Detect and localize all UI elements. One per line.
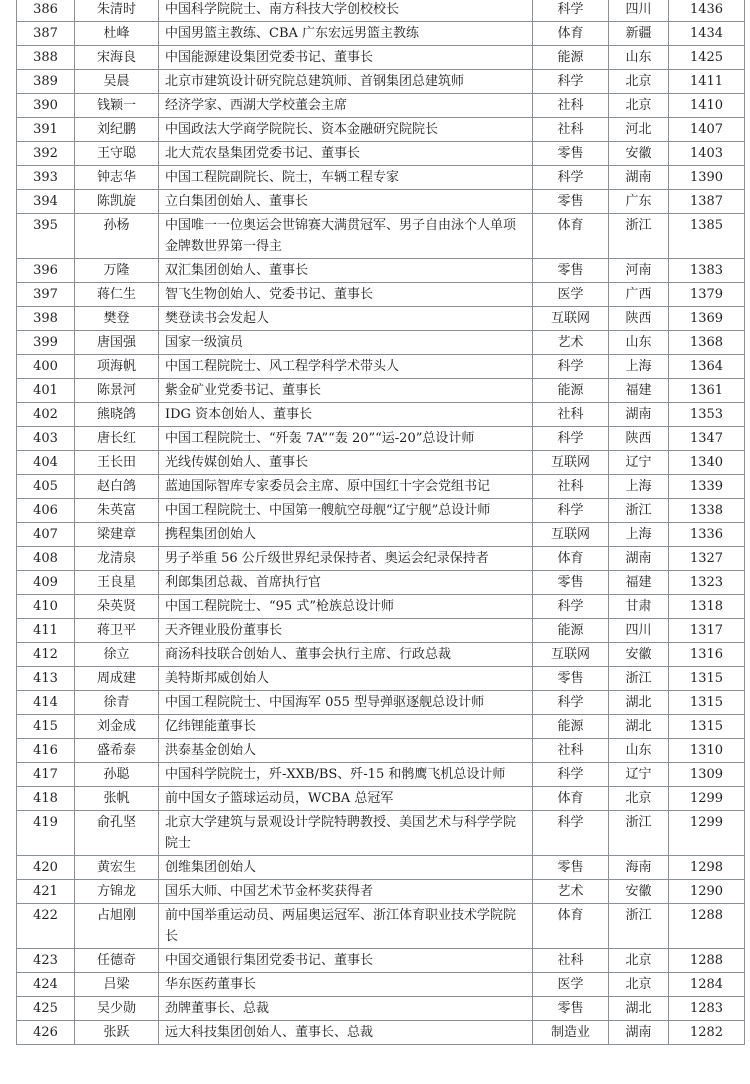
rank-cell: 396: [17, 259, 75, 283]
table-row: [17, 1021, 745, 1045]
table-row: [17, 880, 745, 904]
province-cell: 浙江: [609, 667, 669, 691]
title-cell: 洪泰基金创始人: [159, 739, 533, 763]
rank-cell: 392: [17, 142, 75, 166]
wealth-cell: 1361: [669, 379, 745, 403]
title-cell: 立白集团创始人、董事长: [159, 190, 533, 214]
table-row: [17, 94, 745, 118]
industry-cell: 艺术: [533, 880, 609, 904]
title-cell: 劲牌董事长、总裁: [159, 997, 533, 1021]
wealth-cell: 1434: [669, 22, 745, 46]
title-cell: 中国能源建设集团党委书记、董事长: [159, 46, 533, 70]
table-row: [17, 403, 745, 427]
province-cell: 辽宁: [609, 763, 669, 787]
rank-cell: 420: [17, 856, 75, 880]
ranking-table: [16, 0, 745, 1045]
wealth-cell: 1364: [669, 355, 745, 379]
title-cell: 携程集团创始人: [159, 523, 533, 547]
province-cell: 北京: [609, 787, 669, 811]
industry-cell: 科学: [533, 0, 609, 22]
province-cell: 山东: [609, 46, 669, 70]
province-cell: 海南: [609, 856, 669, 880]
wealth-cell: 1299: [669, 811, 745, 856]
title-cell: 经济学家、西湖大学校董会主席: [159, 94, 533, 118]
industry-cell: 社科: [533, 118, 609, 142]
name-cell: 吕梁: [75, 973, 159, 997]
table-row: [17, 715, 745, 739]
name-cell: 龙清泉: [75, 547, 159, 571]
industry-cell: 科学: [533, 70, 609, 94]
table-row: [17, 643, 745, 667]
industry-cell: 体育: [533, 547, 609, 571]
title-cell: 中国工程院院士、“95 式”枪族总设计师: [159, 595, 533, 619]
name-cell: 吴少勋: [75, 997, 159, 1021]
rank-cell: 421: [17, 880, 75, 904]
name-cell: 唐长红: [75, 427, 159, 451]
rank-cell: 403: [17, 427, 75, 451]
table-row: [17, 142, 745, 166]
province-cell: 浙江: [609, 811, 669, 856]
title-cell: 前中国举重运动员、两届奥运冠军、浙江体育职业技术学院院长: [159, 904, 533, 949]
rank-cell: 394: [17, 190, 75, 214]
wealth-cell: 1288: [669, 904, 745, 949]
province-cell: 甘肃: [609, 595, 669, 619]
title-cell: 远大科技集团创始人、董事长、总裁: [159, 1021, 533, 1045]
table-row: [17, 0, 745, 22]
industry-cell: 能源: [533, 379, 609, 403]
title-cell: 中国工程院院士、中国海军 055 型导弹驱逐舰总设计师: [159, 691, 533, 715]
wealth-cell: 1338: [669, 499, 745, 523]
title-cell: 前中国女子篮球运动员，WCBA 总冠军: [159, 787, 533, 811]
wealth-cell: 1323: [669, 571, 745, 595]
province-cell: 四川: [609, 619, 669, 643]
province-cell: 湖南: [609, 547, 669, 571]
name-cell: 陈凯旋: [75, 190, 159, 214]
wealth-cell: 1403: [669, 142, 745, 166]
table-row: [17, 619, 745, 643]
name-cell: 张帆: [75, 787, 159, 811]
name-cell: 王良星: [75, 571, 159, 595]
industry-cell: 科学: [533, 499, 609, 523]
table-row: [17, 787, 745, 811]
name-cell: 朱清时: [75, 0, 159, 22]
name-cell: 万隆: [75, 259, 159, 283]
table-row: [17, 763, 745, 787]
table-row: [17, 118, 745, 142]
industry-cell: 科学: [533, 166, 609, 190]
table-row: [17, 46, 745, 70]
name-cell: 唐国强: [75, 331, 159, 355]
name-cell: 徐青: [75, 691, 159, 715]
industry-cell: 零售: [533, 259, 609, 283]
name-cell: 张跃: [75, 1021, 159, 1045]
rank-cell: 405: [17, 475, 75, 499]
province-cell: 山东: [609, 331, 669, 355]
name-cell: 陈景河: [75, 379, 159, 403]
rank-cell: 418: [17, 787, 75, 811]
name-cell: 赵白鸽: [75, 475, 159, 499]
name-cell: 钱颖一: [75, 94, 159, 118]
table-row: [17, 667, 745, 691]
name-cell: 樊登: [75, 307, 159, 331]
table-row: [17, 973, 745, 997]
industry-cell: 互联网: [533, 451, 609, 475]
province-cell: 湖北: [609, 715, 669, 739]
province-cell: 北京: [609, 973, 669, 997]
industry-cell: 科学: [533, 691, 609, 715]
wealth-cell: 1298: [669, 856, 745, 880]
rank-cell: 404: [17, 451, 75, 475]
rank-cell: 426: [17, 1021, 75, 1045]
table-row: [17, 949, 745, 973]
table-row: [17, 70, 745, 94]
province-cell: 湖南: [609, 166, 669, 190]
wealth-cell: 1283: [669, 997, 745, 1021]
title-cell: 亿纬锂能董事长: [159, 715, 533, 739]
province-cell: 新疆: [609, 22, 669, 46]
industry-cell: 能源: [533, 619, 609, 643]
name-cell: 刘纪鹏: [75, 118, 159, 142]
title-cell: 天齐锂业股份董事长: [159, 619, 533, 643]
industry-cell: 体育: [533, 214, 609, 259]
title-cell: 国家一级演员: [159, 331, 533, 355]
name-cell: 钟志华: [75, 166, 159, 190]
name-cell: 朵英贤: [75, 595, 159, 619]
rank-cell: 397: [17, 283, 75, 307]
table-row: [17, 571, 745, 595]
province-cell: 福建: [609, 379, 669, 403]
industry-cell: 互联网: [533, 307, 609, 331]
rank-cell: 390: [17, 94, 75, 118]
wealth-cell: 1385: [669, 214, 745, 259]
province-cell: 上海: [609, 475, 669, 499]
wealth-cell: 1339: [669, 475, 745, 499]
title-cell: 蓝迪国际智库专家委员会主席、原中国红十字会党组书记: [159, 475, 533, 499]
province-cell: 北京: [609, 949, 669, 973]
table-row: [17, 427, 745, 451]
title-cell: 北京市建筑设计研究院总建筑师、首钢集团总建筑师: [159, 70, 533, 94]
name-cell: 任德奇: [75, 949, 159, 973]
wealth-cell: 1290: [669, 880, 745, 904]
province-cell: 上海: [609, 355, 669, 379]
industry-cell: 科学: [533, 763, 609, 787]
wealth-cell: 1347: [669, 427, 745, 451]
table-row: [17, 475, 745, 499]
wealth-cell: 1288: [669, 949, 745, 973]
table-row: [17, 739, 745, 763]
name-cell: 王守聪: [75, 142, 159, 166]
wealth-cell: 1316: [669, 643, 745, 667]
province-cell: 河北: [609, 118, 669, 142]
province-cell: 浙江: [609, 904, 669, 949]
industry-cell: 社科: [533, 475, 609, 499]
table-row: [17, 379, 745, 403]
name-cell: 梁建章: [75, 523, 159, 547]
title-cell: 北京大学建筑与景观设计学院特聘教授、美国艺术与科学学院院士: [159, 811, 533, 856]
name-cell: 杜峰: [75, 22, 159, 46]
industry-cell: 零售: [533, 142, 609, 166]
rank-cell: 425: [17, 997, 75, 1021]
title-cell: 紫金矿业党委书记、董事长: [159, 379, 533, 403]
table-row: [17, 856, 745, 880]
rank-cell: 406: [17, 499, 75, 523]
industry-cell: 科学: [533, 811, 609, 856]
industry-cell: 科学: [533, 595, 609, 619]
province-cell: 北京: [609, 70, 669, 94]
rank-cell: 388: [17, 46, 75, 70]
title-cell: 北大荒农垦集团党委书记、董事长: [159, 142, 533, 166]
name-cell: 刘金成: [75, 715, 159, 739]
title-cell: 中国科学院院士，歼-XXB/BS、歼-15 和鹘鹰飞机总设计师: [159, 763, 533, 787]
industry-cell: 互联网: [533, 523, 609, 547]
name-cell: 吴晨: [75, 70, 159, 94]
title-cell: 中国交通银行集团党委书记、董事长: [159, 949, 533, 973]
ranking-table-body: [17, 0, 745, 1045]
wealth-cell: 1425: [669, 46, 745, 70]
province-cell: 四川: [609, 0, 669, 22]
province-cell: 湖南: [609, 403, 669, 427]
title-cell: 中国科学院院士、南方科技大学创校校长: [159, 0, 533, 22]
rank-cell: 410: [17, 595, 75, 619]
rank-cell: 400: [17, 355, 75, 379]
name-cell: 俞孔坚: [75, 811, 159, 856]
name-cell: 项海帆: [75, 355, 159, 379]
title-cell: 中国男篮主教练、CBA 广东宏远男篮主教练: [159, 22, 533, 46]
wealth-cell: 1410: [669, 94, 745, 118]
industry-cell: 体育: [533, 787, 609, 811]
title-cell: 华东医药董事长: [159, 973, 533, 997]
wealth-cell: 1340: [669, 451, 745, 475]
industry-cell: 科学: [533, 355, 609, 379]
name-cell: 蒋卫平: [75, 619, 159, 643]
industry-cell: 零售: [533, 997, 609, 1021]
rank-cell: 411: [17, 619, 75, 643]
wealth-cell: 1315: [669, 715, 745, 739]
name-cell: 占旭刚: [75, 904, 159, 949]
table-row: [17, 547, 745, 571]
province-cell: 浙江: [609, 214, 669, 259]
rank-cell: 424: [17, 973, 75, 997]
name-cell: 熊晓鸽: [75, 403, 159, 427]
industry-cell: 能源: [533, 46, 609, 70]
wealth-cell: 1383: [669, 259, 745, 283]
industry-cell: 零售: [533, 856, 609, 880]
wealth-cell: 1411: [669, 70, 745, 94]
rank-cell: 398: [17, 307, 75, 331]
rank-cell: 391: [17, 118, 75, 142]
rank-cell: 401: [17, 379, 75, 403]
rank-cell: 414: [17, 691, 75, 715]
wealth-cell: 1327: [669, 547, 745, 571]
wealth-cell: 1387: [669, 190, 745, 214]
title-cell: 美特斯邦威创始人: [159, 667, 533, 691]
province-cell: 湖北: [609, 997, 669, 1021]
wealth-cell: 1315: [669, 667, 745, 691]
rank-cell: 387: [17, 22, 75, 46]
industry-cell: 社科: [533, 94, 609, 118]
name-cell: 宋海良: [75, 46, 159, 70]
table-row: [17, 523, 745, 547]
table-row: [17, 331, 745, 355]
province-cell: 陕西: [609, 427, 669, 451]
table-row: [17, 166, 745, 190]
wealth-cell: 1282: [669, 1021, 745, 1045]
name-cell: 孙杨: [75, 214, 159, 259]
name-cell: 盛希泰: [75, 739, 159, 763]
industry-cell: 能源: [533, 715, 609, 739]
rank-cell: 423: [17, 949, 75, 973]
table-row: [17, 190, 745, 214]
industry-cell: 社科: [533, 403, 609, 427]
name-cell: 周成建: [75, 667, 159, 691]
title-cell: 中国工程院院士、中国第一艘航空母舰“辽宁舰”总设计师: [159, 499, 533, 523]
province-cell: 广西: [609, 283, 669, 307]
industry-cell: 零售: [533, 667, 609, 691]
title-cell: 商汤科技联合创始人、董事会执行主席、行政总裁: [159, 643, 533, 667]
title-cell: 智飞生物创始人、党委书记、董事长: [159, 283, 533, 307]
table-row: [17, 259, 745, 283]
province-cell: 上海: [609, 523, 669, 547]
province-cell: 湖南: [609, 1021, 669, 1045]
rank-cell: 412: [17, 643, 75, 667]
wealth-cell: 1369: [669, 307, 745, 331]
wealth-cell: 1379: [669, 283, 745, 307]
title-cell: 创维集团创始人: [159, 856, 533, 880]
industry-cell: 零售: [533, 190, 609, 214]
title-cell: 中国工程院院士、“歼轰 7A”“轰 20”“运-20”总设计师: [159, 427, 533, 451]
title-cell: 国乐大师、中国艺术节金杯奖获得者: [159, 880, 533, 904]
industry-cell: 互联网: [533, 643, 609, 667]
wealth-cell: 1407: [669, 118, 745, 142]
rank-cell: 402: [17, 403, 75, 427]
name-cell: 黄宏生: [75, 856, 159, 880]
table-row: [17, 355, 745, 379]
table-row: [17, 811, 745, 856]
industry-cell: 体育: [533, 22, 609, 46]
title-cell: 中国工程院副院长、院士，车辆工程专家: [159, 166, 533, 190]
table-row: [17, 691, 745, 715]
table-row: [17, 904, 745, 949]
title-cell: IDG 资本创始人、董事长: [159, 403, 533, 427]
wealth-cell: 1309: [669, 763, 745, 787]
rank-cell: 415: [17, 715, 75, 739]
name-cell: 朱英富: [75, 499, 159, 523]
industry-cell: 社科: [533, 949, 609, 973]
industry-cell: 艺术: [533, 331, 609, 355]
wealth-cell: 1318: [669, 595, 745, 619]
province-cell: 安徽: [609, 142, 669, 166]
rank-cell: 416: [17, 739, 75, 763]
rank-cell: 419: [17, 811, 75, 856]
industry-cell: 制造业: [533, 1021, 609, 1045]
province-cell: 浙江: [609, 499, 669, 523]
table-row: [17, 997, 745, 1021]
rank-cell: 393: [17, 166, 75, 190]
industry-cell: 零售: [533, 571, 609, 595]
rank-cell: 399: [17, 331, 75, 355]
province-cell: 河南: [609, 259, 669, 283]
rank-cell: 413: [17, 667, 75, 691]
watermark-logo: [694, 1056, 746, 1082]
table-row: [17, 214, 745, 259]
table-row: [17, 451, 745, 475]
name-cell: 徐立: [75, 643, 159, 667]
industry-cell: 科学: [533, 427, 609, 451]
wealth-cell: 1336: [669, 523, 745, 547]
rank-cell: 417: [17, 763, 75, 787]
wealth-cell: 1368: [669, 331, 745, 355]
table-row: [17, 307, 745, 331]
province-cell: 湖北: [609, 691, 669, 715]
rank-cell: 409: [17, 571, 75, 595]
title-cell: 男子举重 56 公斤级世界纪录保持者、奥运会纪录保持者: [159, 547, 533, 571]
rank-cell: 395: [17, 214, 75, 259]
title-cell: 樊登读书会发起人: [159, 307, 533, 331]
title-cell: 中国工程院院士、风工程学科学术带头人: [159, 355, 533, 379]
wealth-cell: 1299: [669, 787, 745, 811]
name-cell: 方锦龙: [75, 880, 159, 904]
wealth-cell: 1436: [669, 0, 745, 22]
wealth-cell: 1284: [669, 973, 745, 997]
table-row: [17, 22, 745, 46]
industry-cell: 医学: [533, 283, 609, 307]
industry-cell: 体育: [533, 904, 609, 949]
table-row: [17, 283, 745, 307]
province-cell: 广东: [609, 190, 669, 214]
name-cell: 王长田: [75, 451, 159, 475]
industry-cell: 社科: [533, 739, 609, 763]
province-cell: 辽宁: [609, 451, 669, 475]
wealth-cell: 1353: [669, 403, 745, 427]
province-cell: 福建: [609, 571, 669, 595]
province-cell: 安徽: [609, 880, 669, 904]
rank-cell: 407: [17, 523, 75, 547]
wealth-cell: 1315: [669, 691, 745, 715]
title-cell: 双汇集团创始人、董事长: [159, 259, 533, 283]
table-row: [17, 499, 745, 523]
wealth-cell: 1310: [669, 739, 745, 763]
name-cell: 蒋仁生: [75, 283, 159, 307]
name-cell: 孙聪: [75, 763, 159, 787]
rank-cell: 408: [17, 547, 75, 571]
title-cell: 利郎集团总裁、首席执行官: [159, 571, 533, 595]
province-cell: 山东: [609, 739, 669, 763]
rank-cell: 386: [17, 0, 75, 22]
title-cell: 中国政法大学商学院院长、资本金融研究院院长: [159, 118, 533, 142]
province-cell: 安徽: [609, 643, 669, 667]
rank-cell: 422: [17, 904, 75, 949]
province-cell: 陕西: [609, 307, 669, 331]
province-cell: 北京: [609, 94, 669, 118]
industry-cell: 医学: [533, 973, 609, 997]
table-row: [17, 595, 745, 619]
wealth-cell: 1390: [669, 166, 745, 190]
rank-cell: 389: [17, 70, 75, 94]
wealth-cell: 1317: [669, 619, 745, 643]
title-cell: 光线传媒创始人、董事长: [159, 451, 533, 475]
title-cell: 中国唯一一位奥运会世锦赛大满贯冠军、男子自由泳个人单项金牌数世界第一得主: [159, 214, 533, 259]
